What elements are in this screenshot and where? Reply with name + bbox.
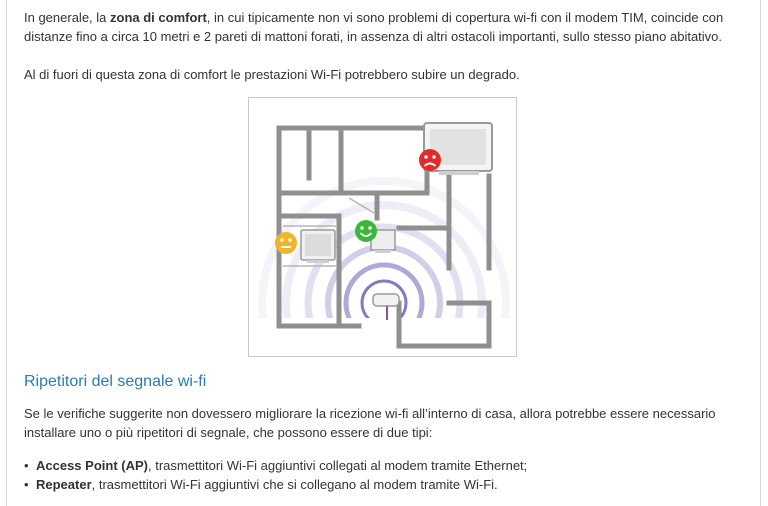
repeater-types-list — [24, 456, 527, 494]
outside-comfort-paragraph: Al di fuori di questa zona di comfort le prestazioni Wi-Fi potrebbero subire un degrado. — [24, 67, 520, 82]
modem — [373, 294, 399, 320]
list-item-text: , trasmettitori Wi-Fi aggiuntivi collegati al modem tramite Ethernet; — [147, 458, 528, 473]
sad-face-icon — [419, 149, 441, 171]
happy-face-icon — [355, 220, 377, 242]
wifi-coverage-figure — [248, 97, 517, 357]
wifi-waves — [262, 181, 506, 356]
floorplan-illustration — [249, 98, 516, 356]
list-item-text: , trasmettitori Wi-Fi aggiuntivi che si collegano al modem tramite Wi-Fi. — [91, 477, 498, 492]
comfort-zone-bold: zona di comfort — [110, 10, 207, 25]
intro-paragraph — [24, 8, 744, 46]
neutral-face-icon — [275, 232, 297, 254]
intro-text-start: In generale, la — [24, 10, 111, 25]
section-title: Ripetitori del segnale wi-fi — [24, 373, 207, 390]
intro-text-end: , in cui tipicamente non vi sono problemi di copertura wi-fi con il modem TIM, coincide con distanze fino a circa 10 metri e 2 pareti di mattoni forati, in assenza di altri ostacoli importanti, sullo stesso piano abitativo. — [24, 10, 724, 44]
list-item-bold: Access Point (AP) — [36, 458, 148, 473]
tv-left — [301, 230, 335, 263]
list-item-bold: Repeater — [36, 477, 92, 492]
section-paragraph: Se le verifiche suggerite non dovessero migliorare la ricezione wi-fi all’interno di casa, allora potrebbe essere necessario installare uno o più ripetitori di segnale, che possono essere di due tipi: — [24, 406, 716, 440]
list-item — [24, 456, 527, 475]
list-item — [24, 475, 527, 494]
